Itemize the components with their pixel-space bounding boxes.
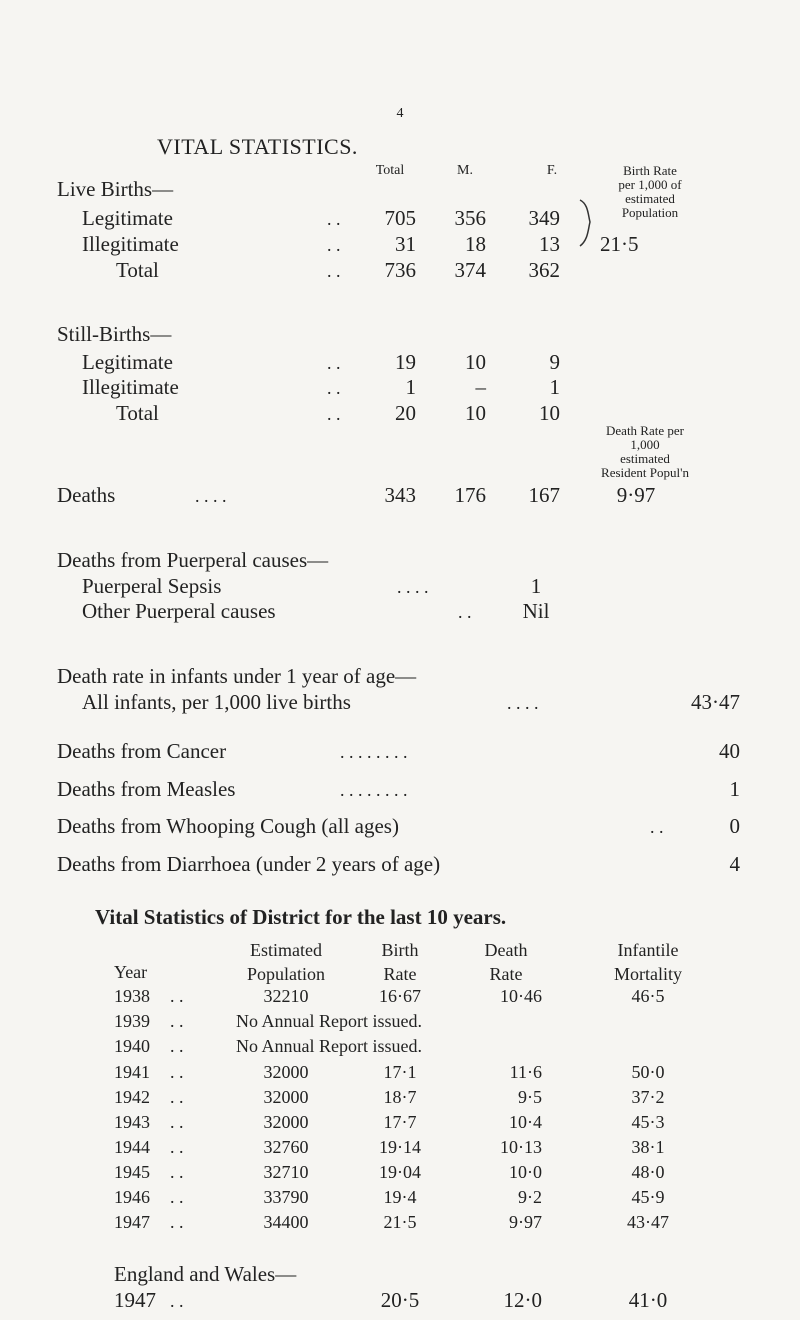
deaths-dots: . . . .: [195, 486, 227, 506]
year: 1947: [114, 1212, 150, 1232]
still-legit-total: 19: [395, 350, 416, 374]
infantile-mortality: 48·0: [631, 1162, 665, 1182]
still-illegit-total: 1: [405, 375, 416, 399]
header-infant-mortality: Infantile Mortality: [614, 940, 682, 984]
england-wales-death-rate: 12·0: [503, 1288, 542, 1312]
row-dots: . .: [170, 1062, 184, 1082]
year: 1938: [114, 986, 150, 1006]
death-rate: 11·6: [509, 1062, 542, 1082]
birth-rate: 16·67: [379, 986, 421, 1006]
infant-label: All infants, per 1,000 live births: [82, 690, 351, 714]
cause-measles-label: Deaths from Measles: [57, 777, 236, 801]
live-legit-label: Legitimate: [82, 206, 173, 230]
year: 1944: [114, 1137, 150, 1157]
live-total-total: 736: [384, 258, 416, 282]
deaths-rate: 9·97: [616, 483, 656, 507]
population: 33790: [263, 1187, 309, 1207]
still-illegit-dots: . .: [327, 378, 341, 398]
row-dots: . .: [170, 1212, 184, 1232]
still-legit-label: Legitimate: [82, 350, 173, 374]
england-wales-dots: . .: [170, 1291, 184, 1311]
infantile-mortality: 50·0: [631, 1062, 665, 1082]
death-rate: 10·4: [509, 1112, 542, 1132]
population: 32710: [263, 1162, 309, 1182]
row-dots: . .: [170, 986, 184, 1006]
birth-rate: 19·04: [379, 1162, 421, 1182]
still-illegit-m: –: [475, 375, 486, 399]
year: 1945: [114, 1162, 150, 1182]
year: 1943: [114, 1112, 150, 1132]
infant-dots: . . . .: [507, 693, 539, 713]
population: 32760: [263, 1137, 309, 1157]
still-legit-f: 9: [549, 350, 560, 374]
cause-diarrhoea-label: Deaths from Diarrhoea (under 2 years of age): [57, 852, 441, 876]
still-total-dots: . .: [327, 404, 341, 424]
infant-value: 43·47: [691, 690, 740, 714]
header-year: Year: [114, 962, 148, 982]
live-legit-m: 356: [454, 206, 486, 230]
infantile-mortality: 43·47: [627, 1212, 669, 1232]
puerperal-heading: Deaths from Puerperal causes—: [57, 548, 329, 572]
cause-whooping-value: 0: [729, 814, 740, 838]
death-rate: 10·13: [500, 1137, 542, 1157]
cause-measles-dots: . . . . . . . .: [340, 780, 408, 800]
cause-whooping-dots: . .: [650, 817, 664, 837]
birth-rate-value: 21·5: [600, 232, 639, 256]
still-illegit-label: Illegitimate: [82, 375, 179, 399]
still-legit-dots: . .: [327, 353, 341, 373]
year: 1942: [114, 1087, 150, 1107]
still-total-f: 10: [539, 401, 560, 425]
deaths-m: 176: [454, 483, 486, 507]
live-legit-f: 349: [528, 206, 560, 230]
still-total-m: 10: [465, 401, 486, 425]
puerperal-other-value: Nil: [522, 599, 550, 623]
population: 32000: [263, 1062, 309, 1082]
row-dots: . .: [170, 1112, 184, 1132]
death-rate: 9·97: [509, 1212, 542, 1232]
row-dots: . .: [170, 1087, 184, 1107]
header-death-rate: Death Rate: [484, 940, 528, 984]
puerperal-sepsis-label: Puerperal Sepsis: [82, 574, 222, 598]
still-illegit-f: 1: [549, 375, 560, 399]
still-births-label: Still-Births—: [57, 322, 172, 346]
puerperal-other-dots: . .: [458, 602, 472, 622]
cause-cancer-value: 40: [719, 739, 740, 763]
cause-cancer-dots: . . . . . . . .: [340, 742, 408, 762]
live-total-f: 362: [528, 258, 560, 282]
birth-rate: 17·7: [383, 1112, 417, 1132]
year: 1941: [114, 1062, 150, 1082]
bracket-icon: [560, 196, 600, 252]
england-wales-infant-mortality: 41·0: [628, 1288, 668, 1312]
birth-rate: 19·14: [379, 1137, 421, 1157]
live-total-dots: . .: [327, 261, 341, 281]
cause-whooping-label: Deaths from Whooping Cough (all ages): [57, 814, 399, 838]
row-dots: . .: [170, 1036, 184, 1056]
live-total-m: 374: [454, 258, 486, 282]
live-illegit-label: Illegitimate: [82, 232, 179, 256]
cause-diarrhoea-value: 4: [729, 852, 740, 876]
deaths-f: 167: [528, 483, 560, 507]
england-wales-label: England and Wales—: [114, 1262, 297, 1286]
header-population: Estimated Population: [246, 940, 325, 984]
puerperal-sepsis-dots: . . . .: [397, 577, 429, 597]
live-illegit-m: 18: [465, 232, 486, 256]
population: 32000: [263, 1112, 309, 1132]
still-total-label: Total: [116, 401, 159, 425]
deaths-total: 343: [384, 483, 416, 507]
population: 32210: [263, 986, 309, 1006]
row-dots: . .: [170, 1187, 184, 1207]
year: 1946: [114, 1187, 150, 1207]
live-illegit-f: 13: [539, 232, 560, 256]
deaths-label: Deaths: [57, 483, 116, 507]
live-illegit-total: 31: [395, 232, 416, 256]
infantile-mortality: 45·9: [631, 1187, 665, 1207]
infantile-mortality: 46·5: [631, 986, 665, 1006]
birth-rate-note: Birth Rate per 1,000 of estimated Population: [618, 163, 682, 220]
puerperal-other-label: Other Puerperal causes: [82, 599, 276, 623]
col-header-total: Total: [375, 163, 405, 178]
birth-rate: 17·1: [383, 1062, 417, 1082]
england-wales-year: 1947: [114, 1288, 156, 1312]
row-note: No Annual Report issued.: [236, 1011, 422, 1031]
live-illegit-dots: . .: [327, 235, 341, 255]
header-birth-rate: Birth Rate: [381, 940, 419, 984]
birth-rate: 19·4: [383, 1187, 417, 1207]
col-header-m: M.: [457, 163, 473, 178]
row-dots: . .: [170, 1162, 184, 1182]
live-total-label: Total: [116, 258, 159, 282]
death-rate: 10·0: [509, 1162, 542, 1182]
district-title: Vital Statistics of District for the last 10 years.: [95, 905, 507, 929]
row-dots: . .: [170, 1011, 184, 1031]
population: 32000: [263, 1087, 309, 1107]
row-note: No Annual Report issued.: [236, 1036, 422, 1056]
population: 34400: [263, 1212, 309, 1232]
infantile-mortality: 38·1: [631, 1137, 665, 1157]
infantile-mortality: 37·2: [631, 1087, 665, 1107]
year: 1939: [114, 1011, 150, 1031]
birth-rate: 21·5: [383, 1212, 417, 1232]
still-legit-m: 10: [465, 350, 486, 374]
cause-measles-value: 1: [729, 777, 740, 801]
death-rate: 9·2: [518, 1187, 542, 1207]
page-number: 4: [396, 106, 404, 121]
still-total-total: 20: [395, 401, 416, 425]
page-title: VITAL STATISTICS.: [157, 134, 358, 159]
infant-heading: Death rate in infants under 1 year of age—: [57, 664, 417, 688]
death-rate: 9·5: [518, 1087, 542, 1107]
live-legit-dots: . .: [327, 209, 341, 229]
birth-rate: 18·7: [383, 1087, 417, 1107]
cause-cancer-label: Deaths from Cancer: [57, 739, 227, 763]
live-births-label: Live Births—: [57, 177, 174, 201]
col-header-f: F.: [546, 163, 558, 178]
live-legit-total: 705: [384, 206, 416, 230]
row-dots: . .: [170, 1137, 184, 1157]
death-rate: 10·46: [500, 986, 542, 1006]
year: 1940: [114, 1036, 150, 1056]
death-rate-note: Death Rate per 1,000 estimated Resident Popul'n: [601, 423, 689, 480]
puerperal-sepsis-value: 1: [530, 574, 542, 598]
england-wales-birth-rate: 20·5: [380, 1288, 420, 1312]
infantile-mortality: 45·3: [631, 1112, 665, 1132]
